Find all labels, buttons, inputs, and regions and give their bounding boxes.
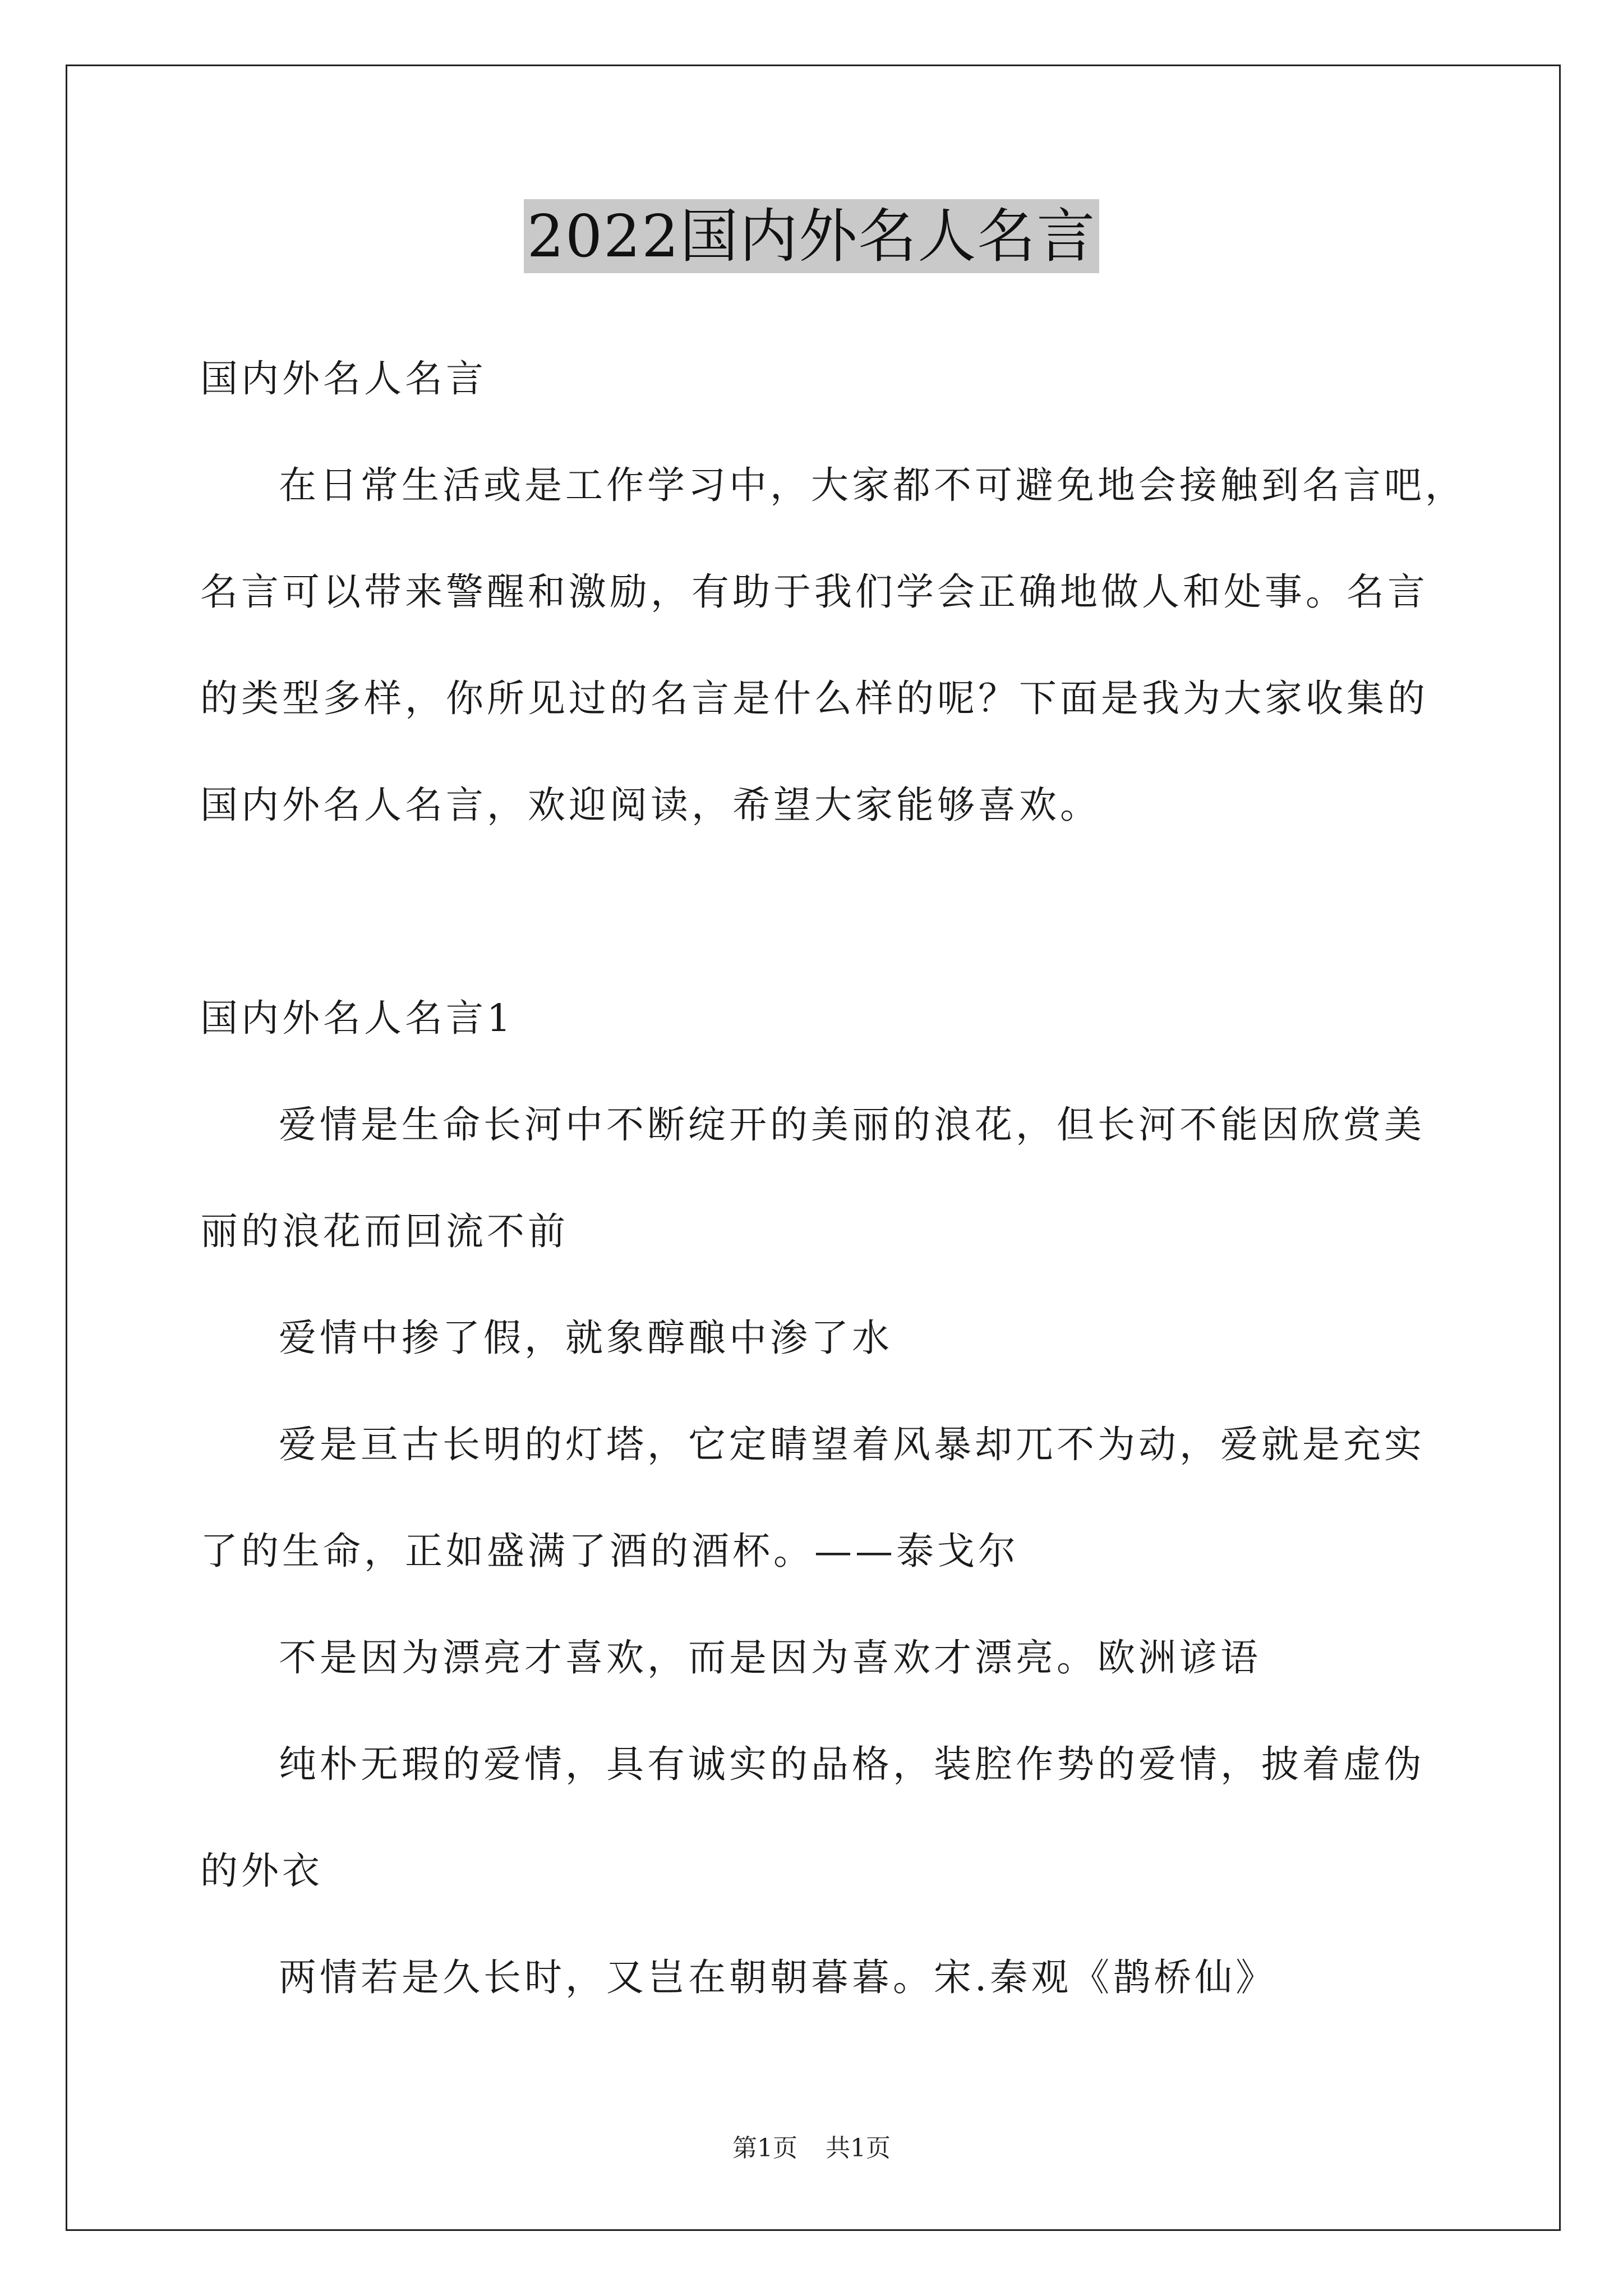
- quote-line-1: 爱情是生命长河中不断绽开的美丽的浪花，但长河不能因欣赏美: [279, 1103, 1425, 1147]
- quote-line-2: 丽的浪花而回流不前: [200, 1209, 569, 1253]
- heading: 国内外名人名言: [200, 357, 487, 401]
- page-number: 第1页: [732, 2134, 797, 2162]
- section-heading: 国内外名人名言1: [200, 996, 514, 1040]
- intro-line-4: 国内外名人名言，欢迎阅读，希望大家能够喜欢。: [200, 783, 1101, 827]
- quote-line-8: 的外衣: [200, 1849, 323, 1893]
- page-footer: [0, 2132, 1623, 2165]
- quote-line-5: 了的生命，正如盛满了酒的酒杯。——泰戈尔: [200, 1529, 1019, 1573]
- intro-line-1: 在日常生活或是工作学习中，大家都不可避免地会接触到名言吧，: [279, 463, 1466, 507]
- document-title: 2022国内外名人名言: [524, 199, 1100, 273]
- title-wrap: [0, 199, 1623, 273]
- quote-line-3: 爱情中掺了假，就象醇酿中渗了水: [279, 1316, 893, 1360]
- intro-line-3: 的类型多样，你所见过的名言是什么样的呢？下面是我为大家收集的: [200, 677, 1428, 720]
- intro-line-2: 名言可以带来警醒和激励，有助于我们学会正确地做人和处事。名言: [200, 570, 1428, 614]
- total-pages: 共1页: [826, 2134, 891, 2162]
- quote-line-6: 不是因为漂亮才喜欢，而是因为喜欢才漂亮。欧洲谚语: [279, 1636, 1261, 1680]
- quote-line-9: 两情若是久长时，又岂在朝朝暮暮。宋.秦观《鹊桥仙》: [279, 1955, 1277, 1999]
- quote-line-7: 纯朴无瑕的爱情，具有诚实的品格，装腔作势的爱情，披着虚伪: [279, 1742, 1425, 1786]
- quote-line-4: 爱是亘古长明的灯塔，它定睛望着风暴却兀不为动，爱就是充实: [279, 1423, 1425, 1466]
